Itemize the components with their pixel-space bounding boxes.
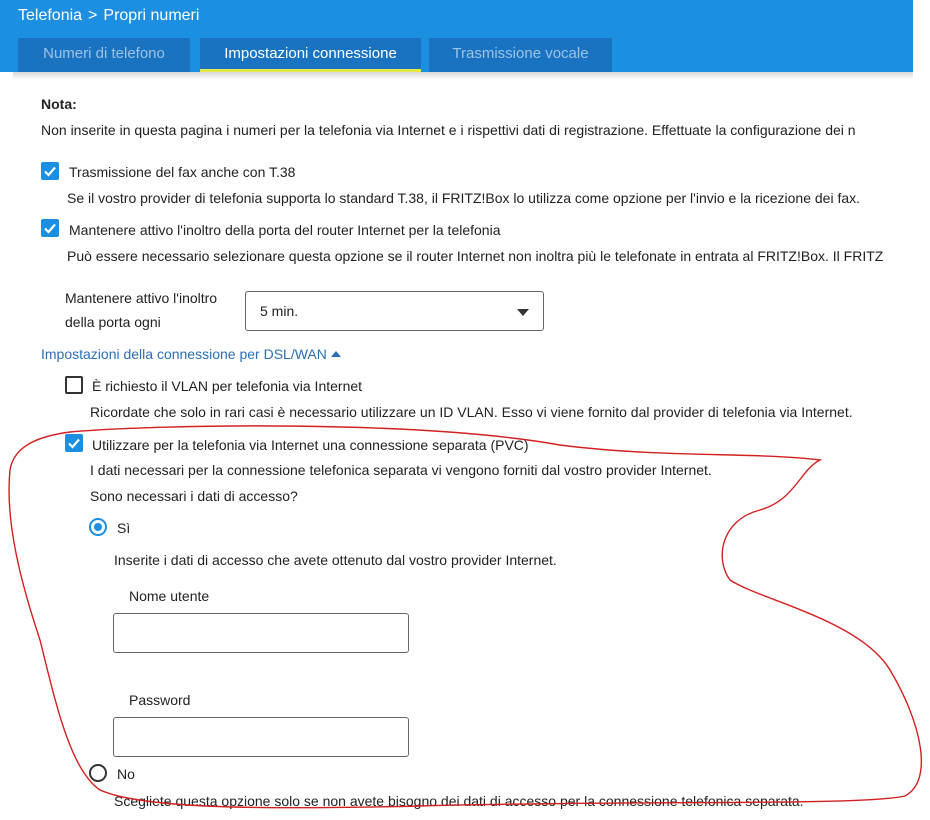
dsl-wan-toggle[interactable] [41, 345, 341, 363]
username-input[interactable] [113, 613, 409, 653]
access-no-radio[interactable] [89, 764, 107, 782]
dsl-wan-toggle-label: Impostazioni della connessione per DSL/WAN [41, 346, 327, 362]
breadcrumb-propri-numeri[interactable]: Propri numeri [103, 7, 200, 24]
breadcrumb [18, 6, 199, 26]
vlan-description: Ricordate che solo in rari casi è necessario utilizzare un ID VLAN. Esso vi viene fornito dal provider di telefonia via Internet. [90, 404, 853, 420]
access-data-question: Sono necessari i dati di accesso? [90, 488, 298, 504]
interval-label-line2: della porta ogni [65, 314, 161, 330]
port-forward-description: Può essere necessario selezionare questa opzione se il router Internet non inoltra più le telefonate in entrata al FRITZ!Box. Il FRITZ [67, 248, 884, 264]
chevron-right-icon: > [88, 7, 98, 24]
header-bar [0, 0, 913, 72]
check-icon [43, 164, 57, 178]
access-no-description: Scegliete questa opzione solo se non avete bisogno dei dati di accesso per la connessione telefonica separata. [114, 793, 804, 809]
tab-impostazioni-connessione[interactable]: Impostazioni connessione [200, 38, 421, 72]
interval-select[interactable] [245, 291, 544, 331]
vlan-label[interactable]: È richiesto il VLAN per telefonia via Internet [92, 378, 363, 394]
interval-select-value: 5 min. [260, 303, 299, 319]
fax-t38-description: Se il vostro provider di telefonia supporta lo standard T.38, il FRITZ!Box lo utilizza come opzione per l'invio e la ricezione dei fax. [67, 190, 861, 206]
check-icon [43, 221, 57, 235]
tab-trasmissione-vocale[interactable]: Trasmissione vocale [429, 38, 612, 72]
header-shadow [13, 72, 913, 80]
access-yes-radio[interactable] [89, 518, 107, 536]
note-text: Non inserite in questa pagina i numeri per la telefonia via Internet e i rispettivi dati di registrazione. Effettuate la configurazione dei n [41, 122, 856, 138]
note-heading: Nota: [41, 96, 77, 112]
pvc-label[interactable]: Utilizzare per la telefonia via Internet una connessione separata (PVC) [92, 437, 529, 453]
fax-t38-checkbox[interactable] [41, 162, 59, 180]
password-label: Password [129, 692, 191, 708]
access-yes-label[interactable]: Sì [117, 520, 131, 536]
interval-label-line1: Mantenere attivo l'inoltro [65, 290, 218, 306]
access-no-label[interactable]: No [117, 766, 135, 782]
pvc-description: I dati necessari per la connessione telefonica separata vi vengono forniti dal vostro provider Internet. [90, 462, 712, 478]
check-icon [67, 436, 81, 450]
tab-numeri-di-telefono[interactable]: Numeri di telefono [18, 38, 190, 72]
access-yes-description: Inserite i dati di accesso che avete ottenuto dal vostro provider Internet. [114, 552, 557, 568]
username-label: Nome utente [129, 588, 210, 604]
fax-t38-label[interactable]: Trasmissione del fax anche con T.38 [69, 164, 296, 180]
password-input[interactable] [113, 717, 409, 757]
vlan-checkbox[interactable] [65, 376, 83, 394]
breadcrumb-telefonia[interactable]: Telefonia [18, 7, 83, 24]
pvc-checkbox[interactable] [65, 434, 83, 452]
caret-down-icon [517, 309, 529, 316]
port-forward-checkbox[interactable] [41, 219, 59, 237]
port-forward-label[interactable]: Mantenere attivo l'inoltro della porta del router Internet per la telefonia [69, 222, 501, 238]
caret-up-icon [331, 351, 341, 357]
